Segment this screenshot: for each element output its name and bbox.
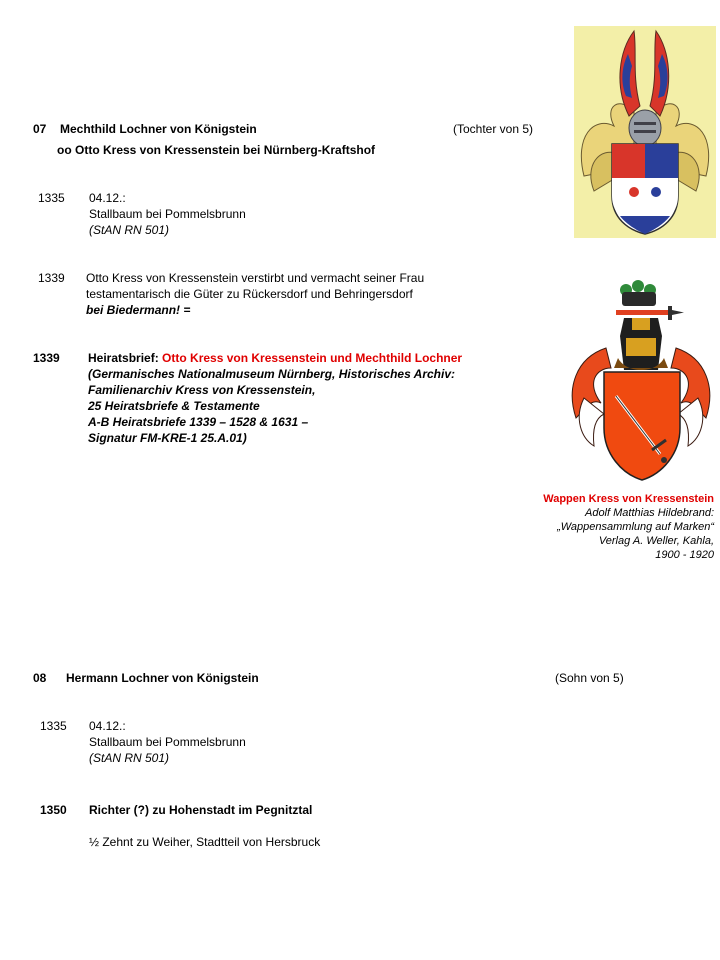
event-year: 1350 xyxy=(40,803,67,817)
caption-line: Verlag A. Weller, Kahla, xyxy=(598,535,714,547)
caption-title: Wappen Kress von Kressenstein xyxy=(543,493,714,505)
event-extra: ½ Zehnt zu Weiher, Stadtteil von Hersbruck xyxy=(89,835,321,849)
event-line: 04.12.: xyxy=(89,191,126,205)
caption-line: Adolf Matthias Hildebrand: xyxy=(584,507,714,519)
coat-of-arms-caption xyxy=(543,492,714,562)
coat-of-arms-kress-icon xyxy=(566,278,716,486)
entry-07-relation: (Tochter von 5) xyxy=(453,122,534,136)
caption-line: 1900 - 1920 xyxy=(655,549,714,561)
event-year: 1335 xyxy=(40,719,67,733)
event-text xyxy=(88,350,462,446)
event-source-line: Signatur FM-KRE-1 25.A.01) xyxy=(88,431,247,445)
entry-08-name: Hermann Lochner von Königstein xyxy=(66,671,259,685)
caption-line: „Wappensammlung auf Marken“ xyxy=(557,521,714,533)
event-text xyxy=(86,270,424,318)
event-text: Richter (?) zu Hohenstadt im Pegnitztal xyxy=(89,803,313,817)
entry-07-name: Mechthild Lochner von Königstein xyxy=(60,122,257,136)
event-year: 1339 xyxy=(33,351,60,365)
event-source-line: 25 Heiratsbriefe & Testamente xyxy=(88,399,260,413)
event-source-line: (Germanisches Nationalmuseum Nürnberg, Historisches Archiv: xyxy=(88,367,455,381)
event-highlight: Otto Kress von Kressenstein und Mechthild Lochner xyxy=(162,351,463,365)
entry-07-spouse: oo Otto Kress von Kressenstein bei Nürnberg-Kraftshof xyxy=(57,143,376,157)
event-source-line: Familienarchiv Kress von Kressenstein, xyxy=(88,383,316,397)
event-line: Otto Kress von Kressenstein verstirbt und vermacht seiner Frau xyxy=(86,271,425,285)
event-source: (StAN RN 501) xyxy=(89,751,170,765)
event-line: Stallbaum bei Pommelsbrunn xyxy=(89,207,246,221)
event-text xyxy=(89,718,246,766)
event-source: (StAN RN 501) xyxy=(89,223,170,237)
event-note: bei Biedermann! = xyxy=(86,303,191,317)
entry-08-number: 08 xyxy=(33,671,47,685)
coat-of-arms-lochner-icon xyxy=(574,26,716,238)
event-source-line: A-B Heiratsbriefe 1339 – 1528 & 1631 – xyxy=(88,415,309,429)
event-year: 1339 xyxy=(38,271,65,285)
entry-08-relation: (Sohn von 5) xyxy=(555,671,624,685)
entry-07-number: 07 xyxy=(33,122,47,136)
event-text xyxy=(89,190,246,238)
event-line: Stallbaum bei Pommelsbrunn xyxy=(89,735,246,749)
event-line: testamentarisch die Güter zu Rückersdorf und Behringersdorf xyxy=(86,287,413,301)
event-year: 1335 xyxy=(38,191,65,205)
event-label: Heiratsbrief: xyxy=(88,351,159,365)
event-line: 04.12.: xyxy=(89,719,126,733)
